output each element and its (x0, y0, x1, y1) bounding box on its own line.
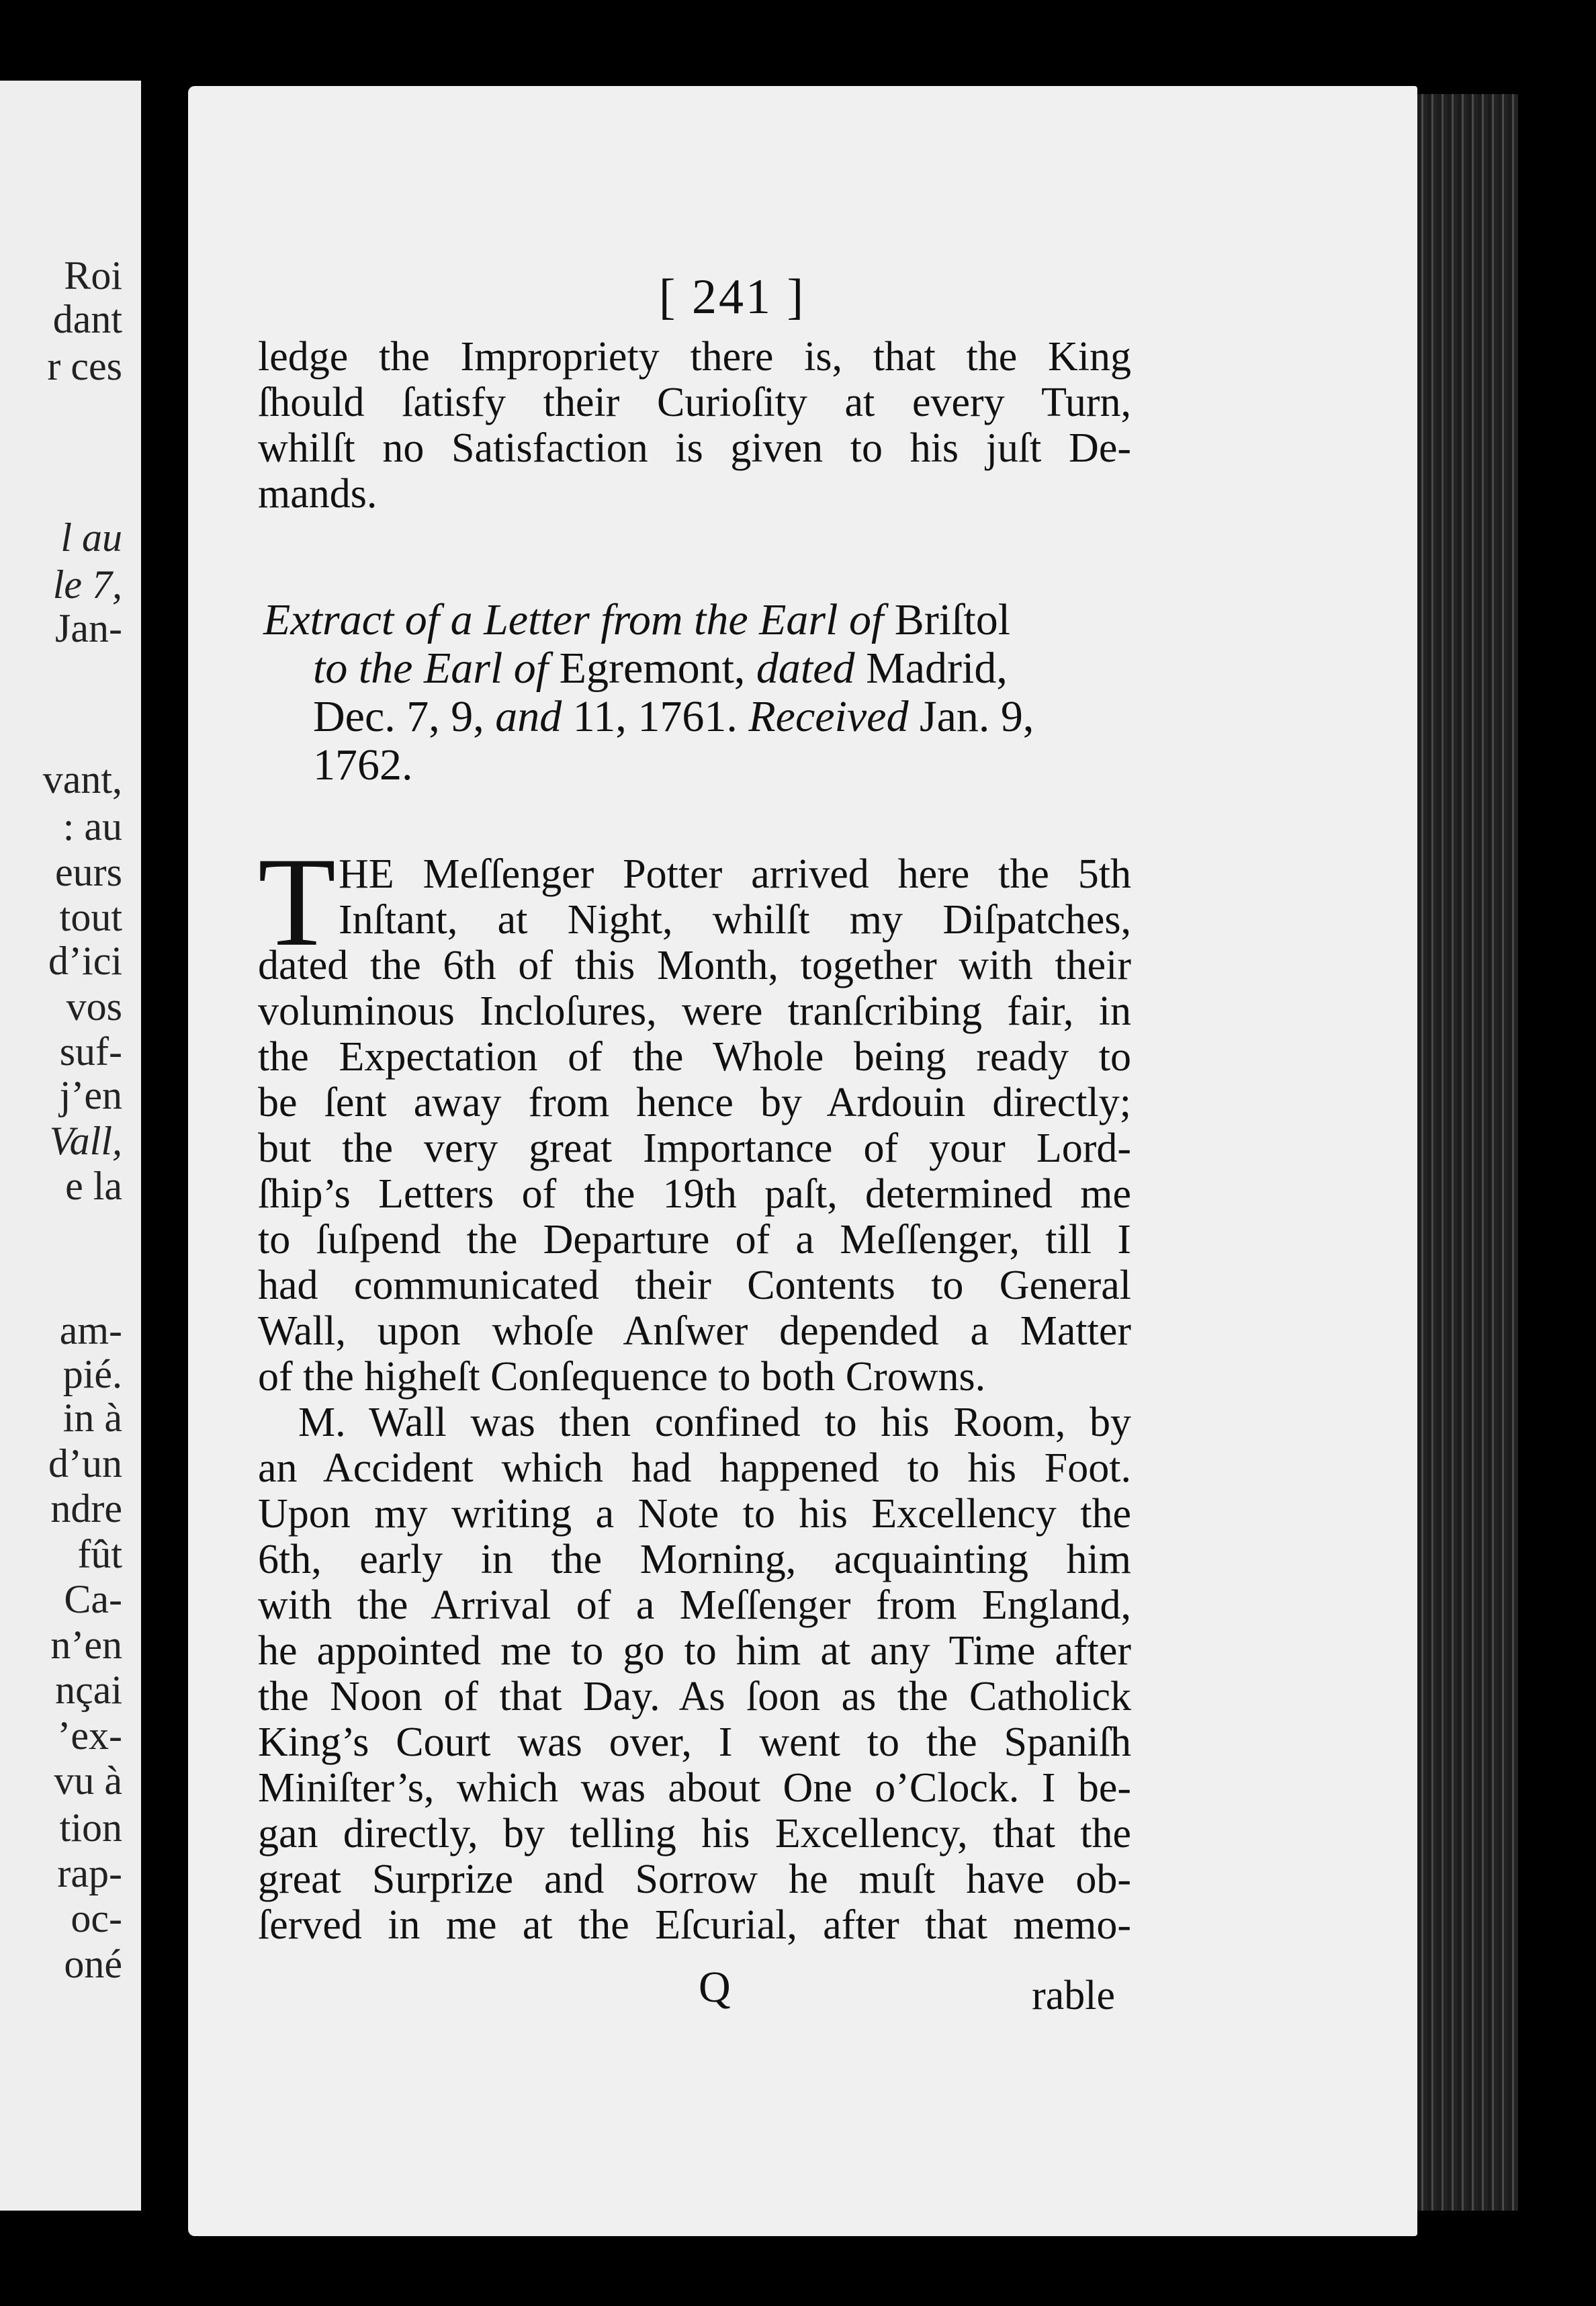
left-facing-page (0, 81, 141, 2211)
left-page-line: d’un (48, 1441, 122, 1486)
text-line: ſhip’s Letters of the 19th paſt, determined me (258, 1171, 1131, 1217)
heading-line: Dec. 7, 9, and 11, 1761. Received Jan. 9, (313, 692, 1034, 741)
left-page-line: tout (59, 895, 122, 939)
text-line: with the Arrival of a Meſſenger from England, (258, 1582, 1131, 1628)
left-page-line: pié. (62, 1352, 122, 1396)
left-page-line: Jan- (55, 606, 122, 650)
heading-line: to the Earl of Egremont, dated Madrid, (313, 644, 1008, 693)
left-page-line: vos (66, 984, 122, 1029)
left-page-line: vant, (42, 757, 122, 802)
text-line: ſhould ſatisfy their Curioſity at every Turn, (258, 380, 1131, 425)
text-line: great Surprize and Sorrow he muſt have ob- (258, 1856, 1131, 1902)
text-line: voluminous Incloſures, were tranſcribing fair, in (258, 988, 1131, 1034)
text-line: gan directly, by telling his Excellency, that the (258, 1811, 1131, 1856)
left-page-line: suf- (59, 1029, 122, 1074)
left-page-line: ndre (50, 1486, 122, 1531)
left-page-line: j’en (59, 1073, 122, 1117)
text-line: ſerved in me at the Eſcurial, after that memo- (258, 1902, 1131, 1948)
left-page-line: rap- (57, 1851, 122, 1895)
text-line: Miniſter’s, which was about One o’Clock. I be- (258, 1765, 1131, 1811)
text-line: dated the 6th of this Month, together with their (258, 943, 1131, 988)
page-edges (1417, 94, 1518, 2211)
left-page-line: n’en (50, 1623, 122, 1667)
text-line: an Accident which had happened to his Foot. (258, 1445, 1131, 1491)
text-line: of the higheſt Conſequence to both Crowns. (258, 1354, 986, 1400)
left-page-line: nçai (55, 1668, 122, 1712)
text-line: the Noon of that Day. As ſoon as the Catholick (258, 1674, 1131, 1719)
text-line: to ſuſpend the Departure of a Meſſenger, till I (258, 1217, 1131, 1263)
left-page-line: am- (59, 1308, 122, 1353)
left-page-line: dant (52, 297, 122, 341)
text-line: he appointed me to go to him at any Time after (258, 1628, 1131, 1674)
left-page-line: tion (59, 1805, 122, 1850)
left-page-line: eurs (55, 850, 122, 894)
left-page-line: r ces (47, 344, 122, 388)
left-page-line: fût (77, 1532, 122, 1576)
left-page-line: : au (62, 804, 122, 849)
text-line: the Expectation of the Whole being ready to (258, 1034, 1131, 1080)
left-page-line: l au (60, 515, 122, 560)
text-line: but the very great Importance of your Lord- (258, 1125, 1131, 1171)
text-line: had communicated their Contents to General (258, 1263, 1131, 1308)
text-line: ledge the Impropriety there is, that the King (258, 334, 1131, 380)
left-page-line: e la (65, 1164, 122, 1208)
left-page-line: in à (62, 1396, 122, 1440)
letter-body (258, 853, 1131, 1950)
left-page-line: vu à (54, 1758, 122, 1803)
text-line: Inſtant, at Night, whilſt my Diſpatches, (339, 897, 1131, 943)
text-line: M. Wall was then confined to his Room, by (298, 1400, 1131, 1445)
text-line: whilſt no Satisfaction is given to his juſt De- (258, 425, 1131, 471)
left-page-line: oc- (71, 1896, 122, 1940)
left-page-line: Vall, (49, 1119, 122, 1163)
letter-heading (263, 595, 1137, 788)
text-line: mands. (258, 471, 378, 517)
text-line: King’s Court was over, I went to the Spaniſh (258, 1719, 1131, 1765)
left-page-line: ’ex- (57, 1713, 122, 1758)
page-number: [ 241 ] (658, 269, 806, 325)
heading-line: Extract of a Letter from the Earl of Briſtol (263, 595, 1011, 644)
book-gutter (141, 81, 188, 2211)
heading-line: 1762. (313, 740, 413, 789)
text-line: 6th, early in the Morning, acquainting him (258, 1537, 1131, 1582)
paragraph-continuation (258, 336, 1131, 519)
drop-cap: T (258, 832, 337, 973)
left-page-line: Roi (64, 253, 122, 298)
left-page-line: d’ici (48, 939, 122, 983)
text-line: Wall, upon whoſe Anſwer depended a Matter (258, 1308, 1131, 1354)
catchword: rable (1032, 1973, 1115, 2018)
left-page-line: oné (64, 1942, 122, 1986)
text-line: be ſent away from hence by Ardouin directly; (258, 1080, 1131, 1125)
signature-mark: Q (699, 1963, 731, 2012)
left-page-line: Ca- (64, 1577, 122, 1621)
left-page-line: le 7, (52, 562, 122, 607)
text-line: Upon my writing a Note to his Excellency the (258, 1491, 1131, 1537)
text-line: HE Meſſenger Potter arrived here the 5th (339, 851, 1131, 897)
